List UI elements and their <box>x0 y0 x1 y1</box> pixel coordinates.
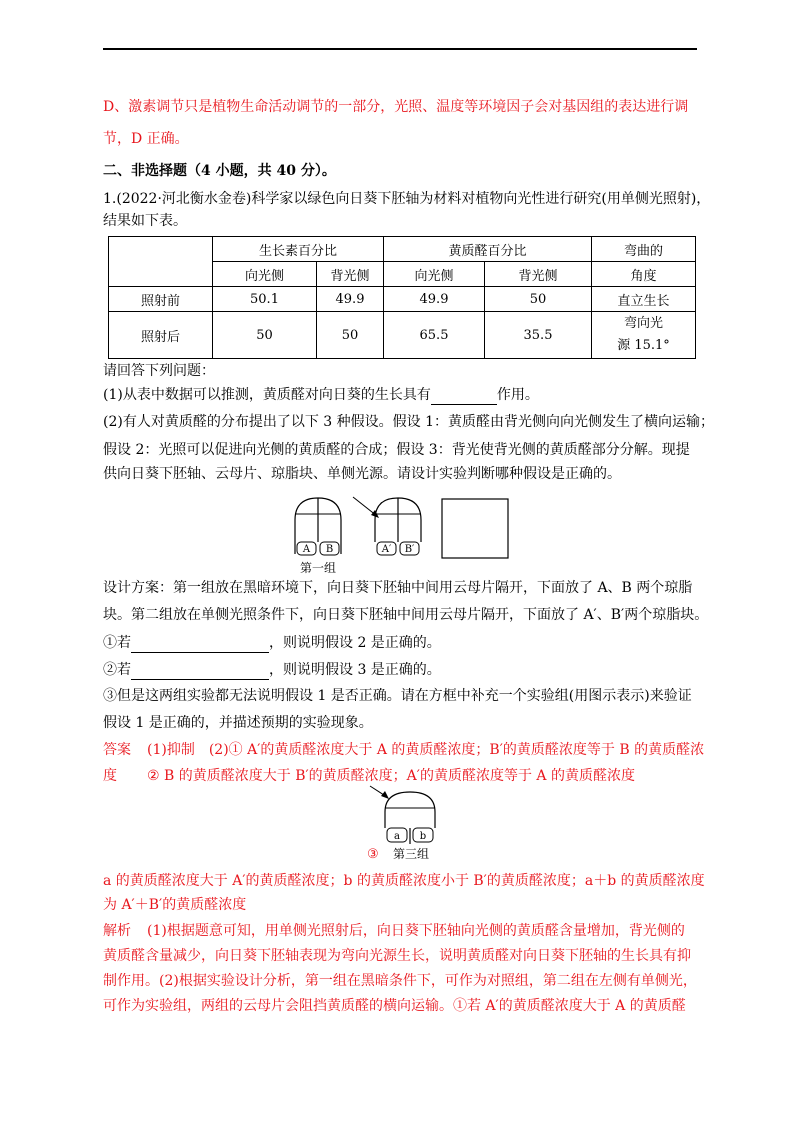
analysis-line-3: 制作用。(2)根据实验设计分析，第一组在黑暗条件下，可作为对照组，第二组在左侧有单侧光， <box>103 973 697 989</box>
angle-line-2: 源 15.1° <box>617 338 670 353</box>
table-cell: 50.1 <box>213 287 317 312</box>
sub-x-light: 向光侧 <box>384 262 485 287</box>
opt1-blank <box>131 632 269 653</box>
design-line-2: 块。第二组放在单侧光照条件下，向日葵下胚轴中间用云母片隔开，下面放了 A′、B′两个琼脂块。 <box>103 607 709 623</box>
sub-auxin-back: 背光侧 <box>317 262 384 287</box>
prompt-line: 请回答下列问题： <box>103 363 215 379</box>
header-auxin: 生长素百分比 <box>213 237 384 262</box>
answer-line-3: a 的黄质醛浓度大于 A′的黄质醛浓度；b 的黄质醛浓度小于 B′的黄质醛浓度；a＋b 的黄质醛浓度 <box>103 873 705 889</box>
q1-before: (1)从表中数据可以推测，黄质醛对向日葵的生长具有 <box>103 387 431 403</box>
block-b-label: B <box>325 544 334 555</box>
answer-line-4: 为 A′＋B′的黄质醛浓度 <box>103 897 247 913</box>
row-label: 照射前 <box>109 287 213 312</box>
block-a-label: A <box>302 544 311 555</box>
answer-text-2: ② B 的黄质醛浓度大于 B′的黄质醛浓度；A′的黄质醛浓度等于 A 的黄质醛浓度 <box>147 768 635 784</box>
table-cell: 35.5 <box>485 312 592 359</box>
group-3-figure <box>365 782 465 864</box>
figure-number: ③ <box>367 847 379 862</box>
opt1-before: ①若 <box>103 635 131 651</box>
block-b-prime-label: B′ <box>404 544 415 555</box>
analysis-label: 解析 <box>103 923 131 939</box>
light-arrow-3-head <box>381 791 389 799</box>
figure-3-caption: 第三组 <box>393 847 430 861</box>
block-a-prime-label: A′ <box>381 544 392 555</box>
opt2-blank <box>131 659 269 680</box>
angle-line-1: 弯向光 <box>623 316 663 331</box>
table-cell-angle <box>592 312 696 359</box>
empty-answer-box <box>442 499 508 558</box>
hypocotyl-3-outline <box>385 792 435 828</box>
header-curve-2: 角度 <box>592 262 696 287</box>
question-intro-line-2: 结果如下表。 <box>103 213 187 229</box>
option-2-line <box>103 659 703 680</box>
design-line-1: 设计方案：第一组放在黑暗环境下，向日葵下胚轴中间用云母片隔开，下面放了 A、B 两个琼脂 <box>103 580 693 596</box>
q1-line <box>103 384 703 405</box>
q2-line-2: 假设 2：光照可以促进向光侧的黄质醛的合成；假设 3：背光使背光侧的黄质醛部分分解。现提 <box>103 442 690 458</box>
answer-line-1 <box>103 740 703 760</box>
block-a-small-label: a <box>394 831 400 842</box>
option-3-line-2: 假设 1 是正确的，并描述预期的实验现象。 <box>103 715 373 731</box>
analysis-line-1 <box>103 921 703 941</box>
table-cell: 50 <box>485 287 592 312</box>
option-1-line <box>103 632 703 653</box>
results-table <box>108 236 696 359</box>
table-cell: 50 <box>317 312 384 359</box>
opt2-after: ，则说明假设 3 是正确的。 <box>269 662 441 678</box>
table-cell: 49.9 <box>317 287 384 312</box>
row-label: 照射后 <box>109 312 213 359</box>
sub-auxin-light: 向光侧 <box>213 262 317 287</box>
table-cell: 50 <box>213 312 317 359</box>
answer-text-1: (1)抑制 (2)① A′的黄质醛浓度大于 A 的黄质醛浓度；B′的黄质醛浓度等于 B 的黄质醛浓 <box>147 742 705 758</box>
q2-line-1: (2)有人对黄质醛的分布提出了以下 3 种假设。假设 1：黄质醛由背光侧向向光侧发生了横向运输； <box>103 414 714 430</box>
option-d-line-1: D、激素调节只是植物生命活动调节的一部分，光照、温度等环境因子会对基因组的表达进行调 <box>103 99 689 115</box>
opt1-after: ，则说明假设 2 是正确的。 <box>269 635 441 651</box>
table-cell: 65.5 <box>384 312 485 359</box>
figure-caption: 第一组 <box>299 561 337 575</box>
group-1-2-figure <box>285 492 525 578</box>
section-heading: 二、非选择题（4 小题，共 40 分）。 <box>103 163 336 179</box>
table-cell: 49.9 <box>384 287 485 312</box>
option-d-line-2: 节，D 正确。 <box>103 131 189 147</box>
sub-x-back: 背光侧 <box>485 262 592 287</box>
q1-after: 作用。 <box>496 387 539 403</box>
option-3-line-1: ③但是这两组实验都无法说明假设 1 是否正确。请在方框中补充一个实验组(用图示表示)来验证 <box>103 688 692 704</box>
q2-line-3: 供向日葵下胚轴、云母片、琼脂块、单侧光源。请设计实验判断哪种假设是正确的。 <box>103 466 621 482</box>
question-intro-line-1: 1.(2022·河北衡水金卷)科学家以绿色向日葵下胚轴为材料对植物向光性进行研究(用单侧光照射)， <box>103 191 711 207</box>
answer-prefix: 度 <box>103 768 117 784</box>
opt2-before: ②若 <box>103 662 131 678</box>
table-cell: 直立生长 <box>592 287 696 312</box>
analysis-text-1: (1)根据题意可知，用单侧光照射后，向日葵下胚轴向光侧的黄质醛含量增加，背光侧的 <box>147 923 685 939</box>
block-b-small-label: b <box>419 831 427 842</box>
q1-blank <box>431 384 497 405</box>
table-corner-cell <box>109 237 213 287</box>
header-xanthoxin: 黄质醛百分比 <box>384 237 592 262</box>
header-rule <box>103 48 697 50</box>
analysis-line-2: 黄质醛含量减少，向日葵下胚轴表现为弯向光源生长，说明黄质醛对向日葵下胚轴的生长具有抑 <box>103 948 691 964</box>
header-curve-1: 弯曲的 <box>592 237 696 262</box>
answer-label: 答案 <box>103 742 131 758</box>
analysis-line-4: 可作为实验组，两组的云母片会阻挡黄质醛的横向运输。①若 A′的黄质醛浓度大于 A 的黄质醛 <box>103 998 686 1014</box>
